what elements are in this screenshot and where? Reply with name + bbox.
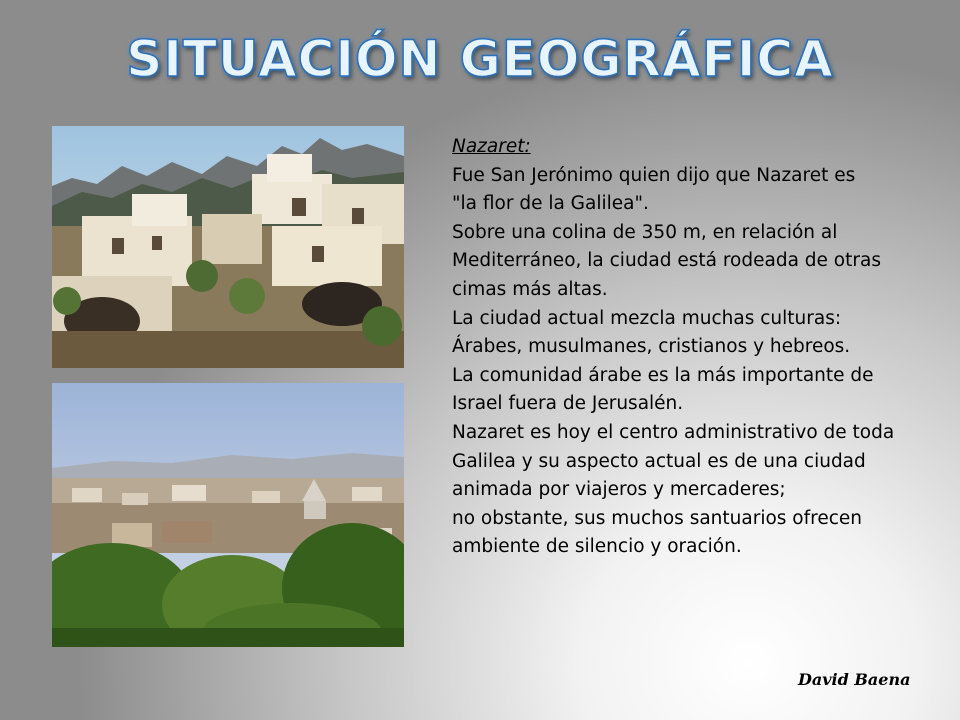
text-line: Sobre una colina de 350 m, en relación al	[452, 221, 838, 243]
text-line: cimas más altas.	[452, 278, 608, 300]
text-line: La ciudad actual mezcla muchas culturas:	[452, 307, 842, 329]
text-line: Galilea y su aspecto actual es de una ciudad	[452, 450, 866, 472]
text-line: no obstante, sus muchos santuarios ofrecen	[452, 507, 862, 529]
description-text	[452, 133, 932, 562]
slide-title: SITUACIÓN GEOGRÁFICA	[126, 30, 834, 88]
nazareth-city-photo	[52, 383, 404, 647]
text-line: Israel fuera de Jerusalén.	[452, 393, 684, 415]
text-line: "la flor de la Galilea".	[452, 193, 649, 215]
author-signature: David Baena	[798, 670, 911, 689]
text-line: Fue San Jerónimo quien dijo que Nazaret es	[452, 164, 856, 186]
text-line: Árabes, musulmanes, cristianos y hebreos.	[452, 336, 851, 358]
text-line: La comunidad árabe es la más importante de	[452, 364, 874, 386]
location-heading: Nazaret:	[452, 136, 531, 157]
text-line: animada por viajeros y mercaderes;	[452, 479, 786, 501]
nativity-village-photo	[52, 126, 404, 368]
text-line: ambiente de silencio y oración.	[452, 536, 742, 558]
text-line: Nazaret es hoy el centro administrativo de toda	[452, 421, 895, 443]
text-line: Mediterráneo, la ciudad está rodeada de otras	[452, 250, 881, 272]
